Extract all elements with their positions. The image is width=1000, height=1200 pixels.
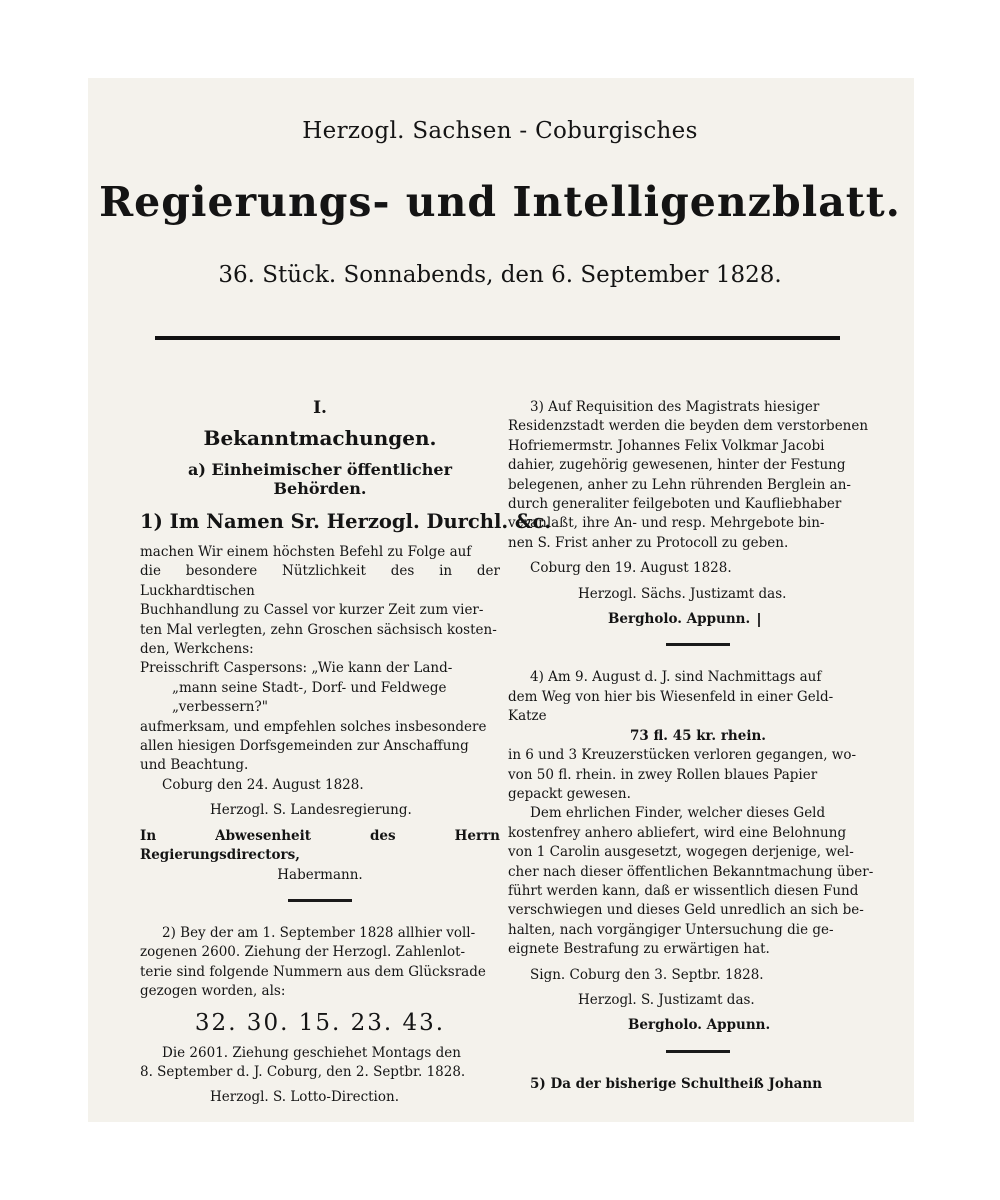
right-column — [508, 398, 888, 1094]
authority-line: Herzogl. S. Lotto-Direction. — [210, 1089, 399, 1106]
text-line: Buchhandlung zu Cassel vor kurzer Zeit zum vier- — [140, 602, 484, 619]
text-line: die besondere Nützlichkeit des in der Luckhardtischen — [140, 563, 500, 599]
text-line: 4) Am 9. August d. J. sind Nachmittags auf — [530, 669, 822, 686]
text-line: ten Mal verlegten, zehn Groschen sächsisch kosten- — [140, 621, 497, 638]
text-line: durch generaliter feilgeboten und Kaufliebhaber — [508, 496, 842, 513]
subsection-title: a) Einheimischer öffentlicher Behörden. — [187, 460, 453, 498]
text-line: gezogen worden, als: — [140, 983, 286, 1000]
text-line: cher nach dieser öffentlichen Bekanntmachung über- — [508, 863, 874, 880]
text-line: allen hiesigen Dorfsgemeinden zur Anschaffung — [140, 738, 469, 755]
quote-line: „verbessern?" — [172, 699, 268, 716]
text-line: belegenen, anher zu Lehn rührenden Berglein an- — [508, 476, 851, 493]
lottery-numbers: 32. 30. 15. 23. 43. — [194, 1009, 446, 1036]
text-line: veranlaßt, ihre An- und resp. Mehrgebote bin- — [508, 515, 825, 532]
signer-line — [508, 610, 888, 629]
text-line: führt werden kann, daß er wissentlich diesen Fund — [508, 882, 859, 899]
text-line: den, Werkchens: — [140, 641, 254, 658]
quote-line: Preisschrift Caspersons: „Wie kann der Land- — [140, 660, 453, 677]
text-line: von 50 fl. rhein. in zwey Rollen blaues Papier — [508, 766, 818, 783]
text-line: Dem ehrlichen Finder, welcher dieses Geld — [530, 805, 826, 822]
separator — [288, 899, 352, 902]
text-line: 8. September d. J. Coburg, den 2. Septbr. 1828. — [140, 1063, 466, 1080]
text-line: halten, nach vorgängiger Untersuchung die ge- — [508, 921, 834, 938]
amount-line: 73 fl. 45 kr. rhein. — [630, 727, 766, 744]
quote-line: „mann seine Stadt-, Dorf- und Feldwege — [172, 679, 447, 696]
text-line: kostenfrey anhero abliefert, wird eine Belohnung — [508, 824, 847, 841]
date-line: Coburg den 19. August 1828. — [530, 560, 732, 577]
text-line: in 6 und 3 Kreuzerstücken verloren gegangen, wo- — [508, 747, 857, 764]
text-line: von 1 Carolin ausgesetzt, wogegen derjenige, wel- — [508, 844, 854, 861]
authority-line: Herzogl. S. Landesregierung. — [210, 802, 412, 819]
text-line: zogenen 2600. Ziehung der Herzogl. Zahlenlot- — [140, 944, 466, 961]
text-line: terie sind folgende Nummern aus dem Glücksrade — [140, 963, 486, 980]
masthead-subtitle: Herzogl. Sachsen - Coburgisches — [302, 118, 698, 144]
signer-line: Bergholo. Appunn. — [628, 1017, 771, 1034]
absence-line: In Abwesenheit des Herrn Regierungsdirectors, — [140, 827, 500, 864]
text-line: Katze — [508, 708, 547, 725]
text-line: 5) Da der bisherige Schultheiß Johann — [530, 1075, 823, 1092]
text-line: und Beachtung. — [140, 757, 249, 774]
header-rule — [155, 336, 840, 340]
text-line: aufmerksam, und empfehlen solches insbesondere — [140, 718, 487, 735]
text-line: dem Weg von hier bis Wiesenfeld in einer Geld- — [508, 688, 834, 705]
issue-line: 36. Stück. Sonnabends, den 6. September 1828. — [218, 262, 782, 288]
decree-heading: 1) Im Namen Sr. Herzogl. Durchl. &c. — [140, 510, 552, 533]
text-line: 2) Bey der am 1. September 1828 allhier voll- — [162, 924, 476, 941]
text-line: Hofriemermstr. Johannes Felix Volkmar Jacobi — [508, 437, 825, 454]
text-line: machen Wir einem höchsten Befehl zu Folge auf — [140, 544, 472, 560]
text-line: nen S. Frist anher zu Protocoll zu geben. — [508, 534, 789, 551]
authority-line: Herzogl. Sächs. Justizamt das. — [578, 585, 787, 602]
text-line: Residenzstadt werden die beyden dem verstorbenen — [508, 418, 869, 435]
section-number: I. — [313, 398, 327, 418]
authority-line: Herzogl. S. Justizamt das. — [578, 991, 755, 1008]
signer-line: Habermann. — [277, 866, 363, 883]
text-line: Die 2601. Ziehung geschiehet Montags den — [162, 1044, 461, 1061]
text-line: verschwiegen und dieses Geld unredlich an sich be- — [508, 902, 864, 919]
date-line: Sign. Coburg den 3. Septbr. 1828. — [530, 966, 764, 983]
section-title: Bekanntmachungen. — [203, 426, 437, 450]
signers-text: Bergholo. Appunn. — [608, 611, 751, 628]
date-line: Coburg den 24. August 1828. — [162, 776, 364, 793]
text-line: dahier, zugehörig gewesenen, hinter der Festung — [508, 457, 846, 474]
text-line: gepackt gewesen. — [508, 785, 631, 802]
separator — [666, 1050, 730, 1053]
text-line: eignete Bestrafung zu erwärtigen hat. — [508, 941, 770, 958]
ink-mark — [758, 613, 760, 627]
masthead-title: Regierungs- und Intelligenzblatt. — [99, 178, 901, 226]
text-line: 3) Auf Requisition des Magistrats hiesiger — [530, 399, 820, 415]
separator — [666, 643, 730, 646]
